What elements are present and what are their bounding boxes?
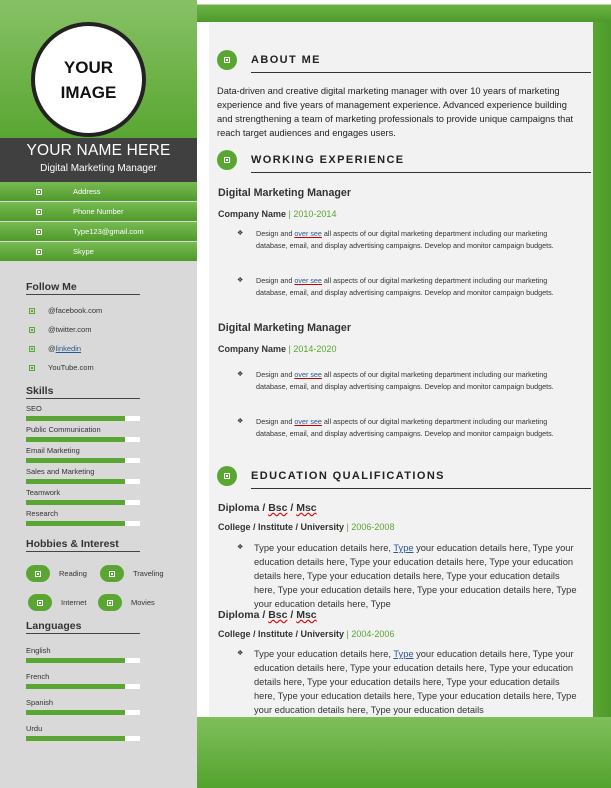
degree-part: Msc: [296, 609, 317, 621]
about-text[interactable]: Data-driven and creative digital marketing manager with over 10 years of marketing experience and five years of management experience. Advanced experience building and strengthening a team of marketing professionals to provide unique campaigns that reach target audiences and engages users.: [217, 86, 574, 138]
skill-level-bar: [26, 500, 140, 505]
skill-label: SEO: [26, 404, 42, 413]
about-heading: ABOUT ME: [251, 54, 321, 66]
skype-icon: [35, 248, 43, 256]
photo-line-1: YOUR: [63, 57, 114, 77]
education-divider: [251, 488, 591, 489]
degree-title[interactable]: [218, 609, 317, 621]
briefcase-icon: [217, 150, 237, 170]
job-company[interactable]: [218, 209, 336, 219]
skill-item[interactable]: [26, 509, 140, 530]
hobby-item-traveling[interactable]: [100, 565, 164, 582]
contact-row-skype[interactable]: [0, 242, 197, 261]
skill-item[interactable]: [26, 467, 140, 488]
skill-label: Sales and Marketing: [26, 467, 95, 476]
youtube-icon: [29, 365, 35, 371]
language-level-fill: [26, 684, 125, 689]
bullet-text-link: over see: [294, 276, 322, 285]
language-level-fill: [26, 736, 125, 741]
company-years-separator: |: [288, 209, 291, 219]
skill-level-bar: [26, 479, 140, 484]
language-label: English: [26, 646, 51, 655]
job-bullet[interactable]: [237, 416, 572, 439]
bullet-text-post: all aspects of our digital marketing department including our marketing database, email, and display advertising campaigns. Develop and monitor campaign budgets.: [256, 370, 554, 391]
college-years: 2004-2006: [351, 629, 395, 639]
bullet-diamond-icon: ❖: [237, 544, 244, 551]
follow-heading: Follow Me: [26, 281, 140, 295]
about-section-header: [217, 50, 591, 70]
about-icon: [217, 50, 237, 70]
hobby-label: Traveling: [133, 569, 164, 578]
skill-level-fill: [26, 500, 125, 505]
follow-label: @twitter.com: [48, 325, 92, 334]
job-bullet[interactable]: [237, 369, 572, 392]
education-section-header: [217, 466, 591, 486]
languages-list: [26, 646, 140, 750]
bullet-text-post: all aspects of our digital marketing department including our marketing database, email, and display advertising campaigns. Develop and monitor campaign budgets.: [256, 276, 554, 297]
skill-item[interactable]: [26, 404, 140, 425]
contact-row-email[interactable]: [0, 222, 197, 241]
bullet-diamond-icon: ❖: [237, 277, 244, 284]
languages-section: [26, 620, 140, 750]
language-item[interactable]: [26, 698, 140, 724]
profile-photo-placeholder[interactable]: [31, 22, 146, 137]
bullet-text-pre: Design and: [256, 370, 295, 379]
sidebar: [0, 0, 197, 788]
bullet-diamond-icon: ❖: [237, 230, 244, 237]
college-name: College / Institute / University: [218, 629, 345, 639]
skills-list: [26, 404, 140, 530]
degree-part: Bsc: [268, 502, 288, 514]
contact-label: Type123@gmail.com: [73, 227, 144, 236]
degree-part: /: [287, 502, 297, 514]
degree-part: Bsc: [268, 609, 288, 621]
bottom-accent-bar: [197, 717, 611, 788]
follow-item-facebook[interactable]: [29, 301, 140, 320]
degree-title[interactable]: [218, 502, 317, 514]
contact-list: [0, 182, 197, 262]
photo-line-2: IMAGE: [60, 82, 117, 102]
skill-level-fill: [26, 479, 125, 484]
bullet-text-pre: Design and: [256, 417, 295, 426]
hobby-label: Movies: [131, 598, 155, 607]
profile-name[interactable]: YOUR NAME HERE: [26, 142, 171, 159]
company-years: 2014-2020: [293, 344, 337, 354]
bullet-diamond-icon: ❖: [237, 418, 244, 425]
internet-icon: [28, 594, 52, 611]
skill-item[interactable]: [26, 446, 140, 467]
language-level-bar: [26, 658, 140, 663]
bullet-text-pre: Design and: [256, 276, 295, 285]
hobby-item-internet[interactable]: [28, 594, 86, 611]
degree-part: Diploma /: [218, 502, 269, 514]
language-level-bar: [26, 684, 140, 689]
skill-label: Research: [26, 509, 59, 518]
profile-title[interactable]: Digital Marketing Manager: [40, 163, 157, 174]
bullet-text-pre: Design and: [256, 229, 295, 238]
college-years-separator: |: [346, 522, 349, 532]
movies-icon: [98, 594, 122, 611]
company-name: Company Name: [218, 209, 287, 219]
language-level-bar: [26, 736, 140, 741]
language-level-bar: [26, 710, 140, 715]
bullet-text-post: all aspects of our digital marketing department including our marketing database, email, and display advertising campaigns. Develop and monitor campaign budgets.: [256, 229, 554, 250]
company-years: 2010-2014: [293, 209, 337, 219]
follow-item-linkedin[interactable]: [29, 339, 140, 358]
skill-level-fill: [26, 458, 125, 463]
skill-level-fill: [26, 416, 125, 421]
experience-divider: [251, 172, 591, 173]
job-bullet[interactable]: [237, 228, 572, 251]
languages-heading: Languages: [26, 620, 140, 634]
contact-label: Address: [73, 187, 101, 196]
college-line[interactable]: [218, 522, 394, 532]
follow-item-twitter[interactable]: [29, 320, 140, 339]
degree-part: Msc: [296, 502, 317, 514]
edu-text-pre: Type your education details here,: [254, 649, 394, 659]
skill-level-bar: [26, 416, 140, 421]
edu-text-pre: Type your education details here,: [254, 543, 394, 553]
address-icon: [35, 188, 43, 196]
college-years: 2006-2008: [351, 522, 395, 532]
contact-label: Phone Number: [73, 207, 124, 216]
language-label: French: [26, 672, 50, 681]
job-title[interactable]: Digital Marketing Manager: [218, 322, 352, 334]
edu-text-link: Type: [393, 543, 414, 553]
reading-icon: [26, 565, 50, 582]
follow-item-youtube[interactable]: [29, 358, 140, 377]
job-title[interactable]: Digital Marketing Manager: [218, 187, 352, 199]
follow-label: linkedin: [55, 344, 82, 353]
language-item[interactable]: [26, 672, 140, 698]
bullet-text-link: over see: [294, 370, 322, 379]
edu-text-post: your education details here, Type your education details here, Type your education details here, Type your education details here, Type your education details here, Type your education details here, Type your education details here, Type your education details here, Type your education details here, Type: [254, 543, 577, 609]
name-box: [0, 138, 197, 182]
skill-level-fill: [26, 437, 125, 442]
skill-item[interactable]: [26, 488, 140, 509]
skill-level-bar: [26, 458, 140, 463]
language-level-fill: [26, 710, 125, 715]
edu-text-post: your education details here, Type your education details here, Type your education details here, Type your education details here, Type your education details here, Type your education details here, Type your education details here, Type your education details here, Type your education details here, Type your education details: [254, 649, 577, 715]
bullet-text-link: over see: [294, 417, 322, 426]
linkedin-icon: [29, 346, 35, 352]
traveling-icon: [100, 565, 124, 582]
company-name: Company Name: [218, 344, 287, 354]
contact-label: Skype: [73, 247, 94, 256]
follow-label: YouTube.com: [48, 363, 94, 372]
facebook-icon: [29, 308, 35, 314]
skill-label: Email Marketing: [26, 446, 80, 455]
skills-section: [26, 385, 140, 530]
follow-prefix: @: [48, 344, 56, 353]
bullet-text-link: over see: [294, 229, 322, 238]
job-bullet[interactable]: [237, 275, 572, 298]
twitter-icon: [29, 327, 35, 333]
right-accent-bar: [593, 22, 611, 717]
college-name: College / Institute / University: [218, 522, 345, 532]
experience-heading: WORKING EXPERIENCE: [251, 154, 405, 166]
college-years-separator: |: [346, 629, 349, 639]
skills-heading: Skills: [26, 385, 140, 399]
graduation-cap-icon: [217, 466, 237, 486]
company-years-separator: |: [288, 344, 291, 354]
about-divider: [251, 72, 591, 73]
education-details[interactable]: [237, 647, 583, 713]
hobbies-heading: Hobbies & Interest: [26, 538, 140, 552]
education-details[interactable]: [237, 541, 583, 609]
language-level-fill: [26, 658, 125, 663]
degree-part: /: [287, 609, 297, 621]
language-label: Urdu: [26, 724, 43, 733]
degree-part: Diploma /: [218, 609, 269, 621]
skill-level-bar: [26, 437, 140, 442]
main-content: [209, 22, 593, 717]
skill-level-fill: [26, 521, 125, 526]
skill-label: Public Communication: [26, 425, 101, 434]
hobby-label: Internet: [61, 598, 87, 607]
skill-item[interactable]: [26, 425, 140, 446]
contact-row-address[interactable]: [0, 182, 197, 201]
hobby-label: Reading: [59, 569, 87, 578]
bullet-diamond-icon: ❖: [237, 371, 244, 378]
email-icon: [35, 228, 43, 236]
hobby-item-movies[interactable]: [98, 594, 155, 611]
edu-text-link: Type: [393, 649, 414, 659]
top-accent-bar: [197, 0, 611, 22]
hobbies-section: [26, 538, 164, 614]
bullet-text-post: all aspects of our digital marketing department including our marketing database, email, and display advertising campaigns. Develop and monitor campaign budgets.: [256, 417, 554, 438]
language-item[interactable]: [26, 724, 140, 750]
skill-label: Teamwork: [26, 488, 61, 497]
phone-icon: [35, 208, 43, 216]
education-heading: EDUCATION QUALIFICATIONS: [251, 470, 445, 482]
bullet-diamond-icon: ❖: [237, 650, 244, 657]
language-label: Spanish: [26, 698, 54, 707]
experience-section-header: [217, 150, 591, 170]
contact-row-phone[interactable]: [0, 202, 197, 221]
language-item[interactable]: [26, 646, 140, 672]
college-line[interactable]: [218, 629, 394, 639]
follow-label: @facebook.com: [48, 306, 103, 315]
follow-section: [26, 281, 140, 377]
hobbies-grid: [26, 552, 164, 614]
job-company[interactable]: [218, 344, 336, 354]
hobby-item-reading[interactable]: [26, 565, 87, 582]
skill-level-bar: [26, 521, 140, 526]
